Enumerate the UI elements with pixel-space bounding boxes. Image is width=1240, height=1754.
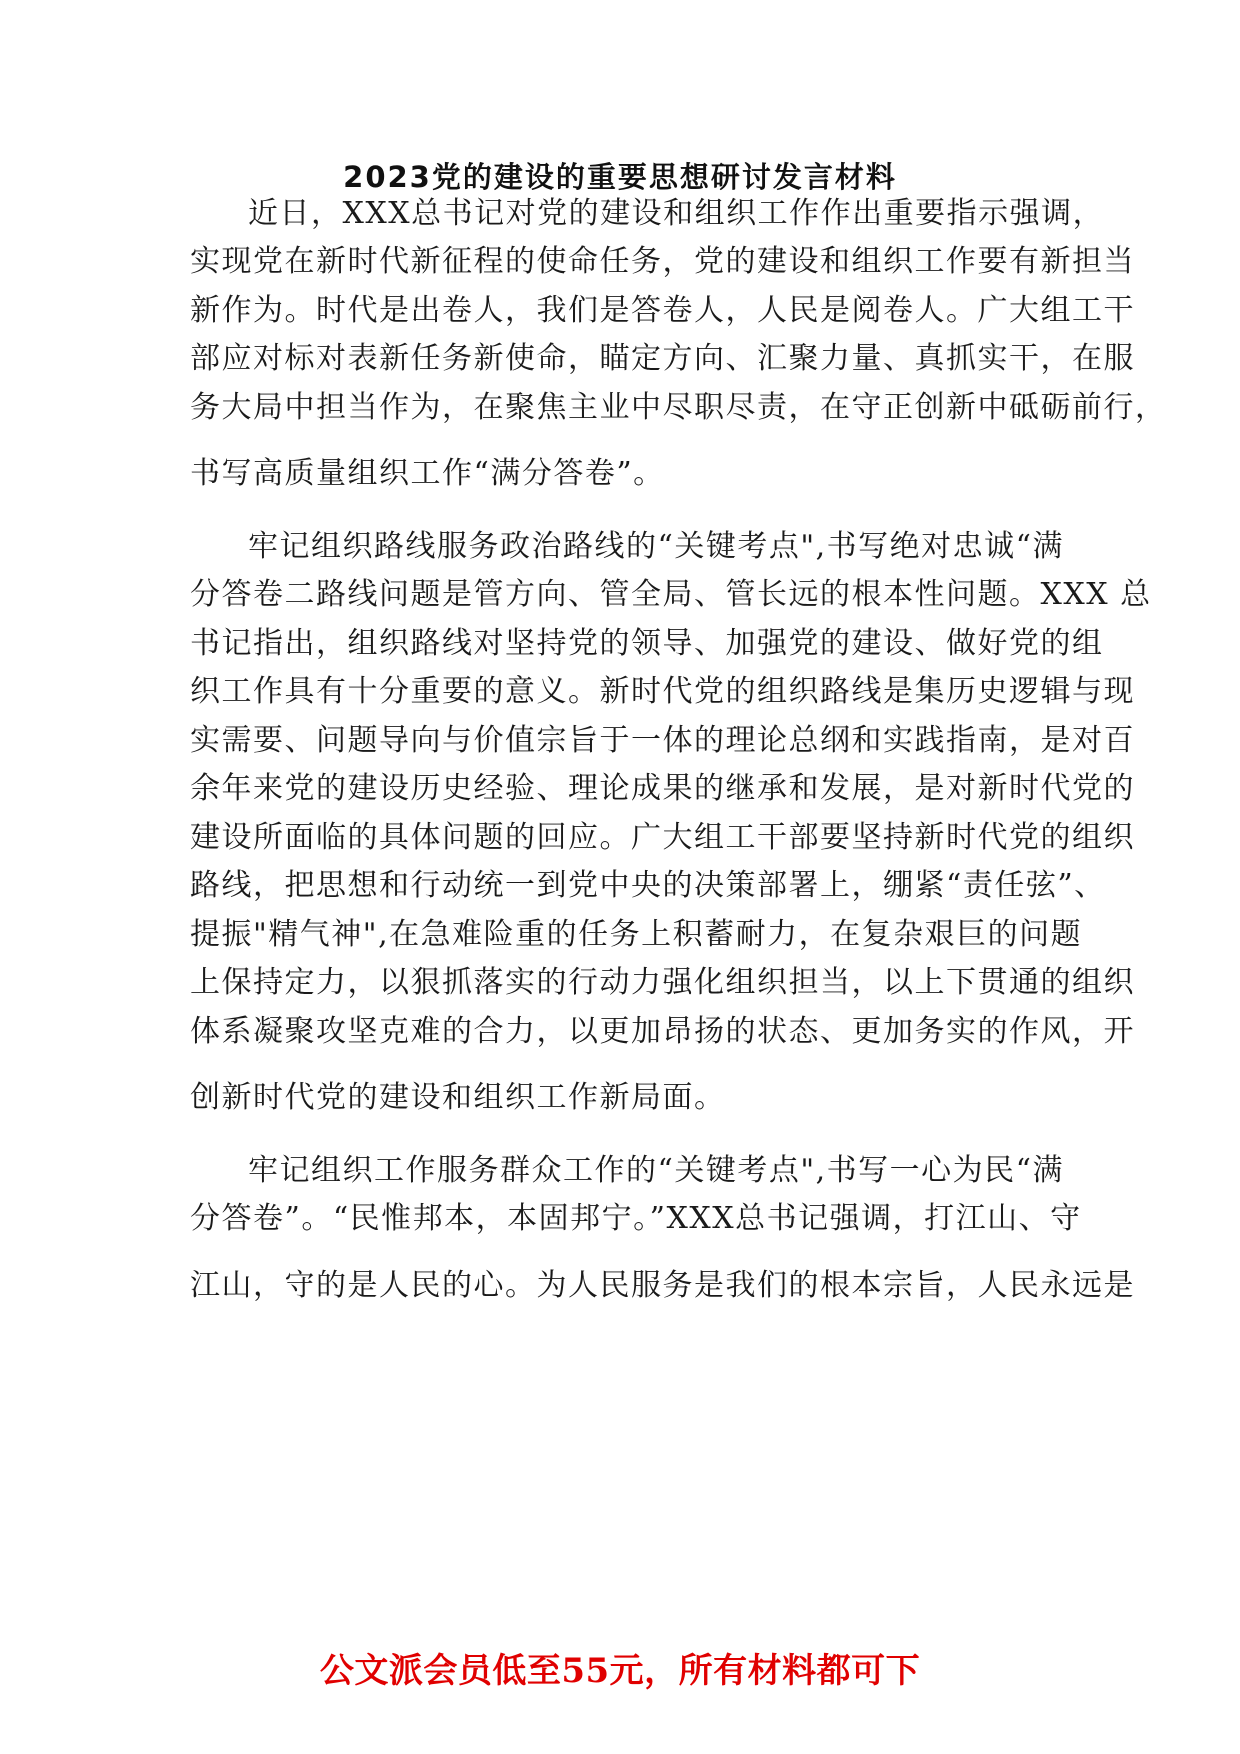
body-line: 建设所面临的具体问题的回应。广大组工干部要坚持新时代党的组织 (190, 820, 1135, 855)
body-line: 路线，把思想和行动统一到党中央的决策部署上，绷紧“责任弦”、 (190, 868, 1106, 903)
body-line: 实需要、问题导向与价值宗旨于一体的理论总纲和实践指南，是对百 (190, 723, 1135, 758)
body-line: 上保持定力，以狠抓落实的行动力强化组织担当，以上下贯通的组织 (190, 965, 1135, 1000)
body-line: 实现党在新时代新征程的使命任务，党的建设和组织工作要有新担当 (190, 244, 1135, 279)
body-line: 近日，XXX总书记对党的建设和组织工作作出重要指示强调， (248, 196, 1105, 231)
body-line: 分答卷”。“民惟邦本，本固邦宁。”XXX总书记强调，打江山、守 (190, 1201, 1082, 1236)
body-line: 书记指出，组织路线对坚持党的领导、加强党的建设、做好党的组 (190, 626, 1104, 661)
body-line: 牢记组织工作服务群众工作的“关键考点",书写一心为民“满 (248, 1153, 1065, 1188)
body-line: 提振"精气神",在急难险重的任务上积蓄耐力，在复杂艰巨的问题 (190, 917, 1083, 952)
body-line: 余年来党的建设历史经验、理论成果的继承和发展，是对新时代党的 (190, 771, 1135, 806)
body-line: 织工作具有十分重要的意义。新时代党的组织路线是集历史逻辑与现 (190, 674, 1135, 709)
body-line: 新作为。时代是出卷人，我们是答卷人，人民是阅卷人。广大组工干 (190, 293, 1135, 328)
body-line: 部应对标对表新任务新使命，瞄定方向、汇聚力量、真抓实干，在服 (190, 341, 1135, 376)
body-line: 创新时代党的建设和组织工作新局面。 (190, 1080, 726, 1115)
body-line: 务大局中担当作为，在聚焦主业中尽职尽责，在守正创新中砥砺前行， (190, 390, 1167, 425)
document-title: 2023党的建设的重要思想研讨发言材料 (343, 160, 897, 194)
body-line: 书写高质量组织工作“满分答卷”。 (190, 456, 665, 491)
body-line: 体系凝聚攻坚克难的合力，以更加昂扬的状态、更加务实的作风，开 (190, 1014, 1135, 1049)
body-line: 分答卷二路线问题是管方向、管全局、管长远的根本性问题。XXX 总 (190, 577, 1152, 612)
body-line: 江山，守的是人民的心。为人民服务是我们的根本宗旨，人民永远是 (190, 1268, 1135, 1303)
promo-banner: 公文派会员低至55元，所有材料都可下 (319, 1651, 921, 1691)
body-line: 牢记组织路线服务政治路线的“关键考点",书写绝对忠诚“满 (248, 529, 1065, 564)
